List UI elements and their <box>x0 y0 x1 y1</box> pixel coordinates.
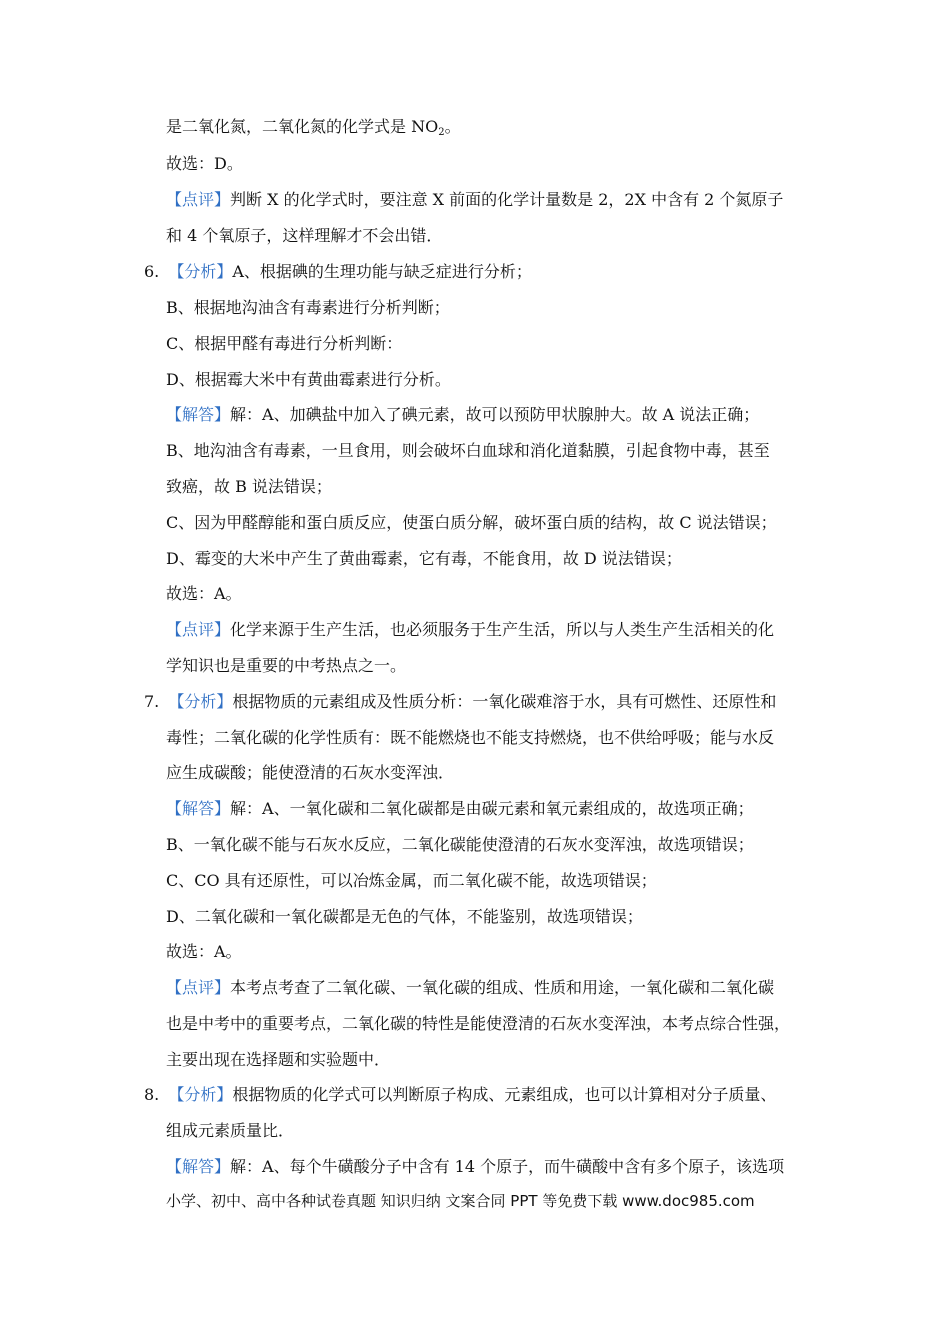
answer-line: 故选：A。 <box>166 942 242 961</box>
text-line: 也是中考中的重要考点，二氧化碳的特性是能使澄清的石灰水变浑浊，本考点综合性强， <box>166 1014 791 1033</box>
text-line: 应生成碳酸；能使澄清的石灰水变浑浊． <box>166 763 455 782</box>
page-footer: 小学、初中、高中各种试卷真题 知识归纳 文案合同 PPT 等免费下载 www.doc985.com <box>166 1192 755 1210</box>
comment-line: 【点评】判断 X 的化学式时，要注意 X 前面的化学计量数是 2，2X 中含有 2 个氮原子 <box>166 190 784 209</box>
text-line: B、根据地沟油含有毒素进行分析判断； <box>166 298 450 317</box>
text-line: D、霉变的大米中产生了黄曲霉素，它有毒，不能食用，故 D 说法错误； <box>166 549 682 568</box>
comment-line: 【点评】本考点考查了二氧化碳、一氧化碳的组成、性质和用途，一氧化碳和二氧化碳 <box>166 978 775 997</box>
text-line: 主要出现在选择题和实验题中． <box>166 1050 391 1069</box>
text-line: C、根据甲醛有毒进行分析判断： <box>166 334 403 353</box>
comment-tag: 【点评】 <box>166 620 231 639</box>
comment-line: 【点评】化学来源于生产生活，也必须服务于生产生活，所以与人类生产生活相关的化 <box>166 620 775 639</box>
text-line: C、因为甲醛醇能和蛋白质反应，使蛋白质分解，破坏蛋白质的结构，故 C 说法错误； <box>166 513 777 532</box>
subscript: 2 <box>438 127 445 138</box>
text-line: 致癌，故 B 说法错误； <box>166 477 332 496</box>
answer-line: 故选：A。 <box>166 584 242 603</box>
solution-tag: 【解答】 <box>166 405 231 424</box>
question-7-analysis: 7. 【分析】根据物质的元素组成及性质分析：一氧化碳难溶于水，具有可燃性、还原性和 <box>144 692 777 711</box>
solution-line: 【解答】解：A、加碘盐中加入了碘元素，故可以预防甲状腺肿大。故 A 说法正确； <box>166 405 760 424</box>
text-line: 毒性；二氧化碳的化学性质有：既不能燃烧也不能支持燃烧，也不供给呼吸；能与水反 <box>166 728 775 747</box>
question-6-analysis: 6. 【分析】A、根据碘的生理功能与缺乏症进行分析； <box>144 262 532 281</box>
question-number: 6. <box>144 262 160 281</box>
answer-line: 故选：D。 <box>166 154 243 173</box>
solution-tag: 【解答】 <box>166 1157 231 1176</box>
comment-tag: 【点评】 <box>166 978 231 997</box>
text-line: D、二氧化碳和一氧化碳都是无色的气体，不能鉴别，故选项错误； <box>166 907 643 926</box>
solution-line: 【解答】解：A、一氧化碳和二氧化碳都是由碳元素和氧元素组成的，故选项正确； <box>166 799 754 818</box>
solution-tag: 【解答】 <box>166 799 231 818</box>
text-line: 和 4 个氧原子，这样理解才不会出错． <box>166 226 443 245</box>
text-line: 组成元素质量比． <box>166 1121 295 1140</box>
text-line: B、一氧化碳不能与石灰水反应，二氧化碳能使澄清的石灰水变浑浊，故选项错误； <box>166 835 754 854</box>
analysis-tag: 【分析】 <box>168 262 233 281</box>
text-line: D、根据霉大米中有黄曲霉素进行分析。 <box>166 370 451 389</box>
question-number: 8. <box>144 1085 160 1104</box>
solution-line: 【解答】解：A、每个牛磺酸分子中含有 14 个原子，而牛磺酸中含有多个原子，该选项 <box>166 1157 785 1176</box>
text-line: B、地沟油含有毒素，一旦食用，则会破坏白血球和消化道黏膜，引起食物中毒，甚至 <box>166 441 770 460</box>
analysis-tag: 【分析】 <box>168 692 233 711</box>
analysis-tag: 【分析】 <box>168 1085 233 1104</box>
text-line: 是二氧化氮，二氧化氮的化学式是 $NO_2$。 <box>166 117 461 138</box>
text-line: 学知识也是重要的中考热点之一。 <box>166 656 407 675</box>
text-line: C、CO 具有还原性，可以冶炼金属，而二氧化碳不能，故选项错误； <box>166 871 657 890</box>
comment-tag: 【点评】 <box>166 190 231 209</box>
question-8-analysis: 8. 【分析】根据物质的化学式可以判断原子构成、元素组成，也可以计算相对分子质量、 <box>144 1085 777 1104</box>
question-number: 7. <box>144 692 160 711</box>
